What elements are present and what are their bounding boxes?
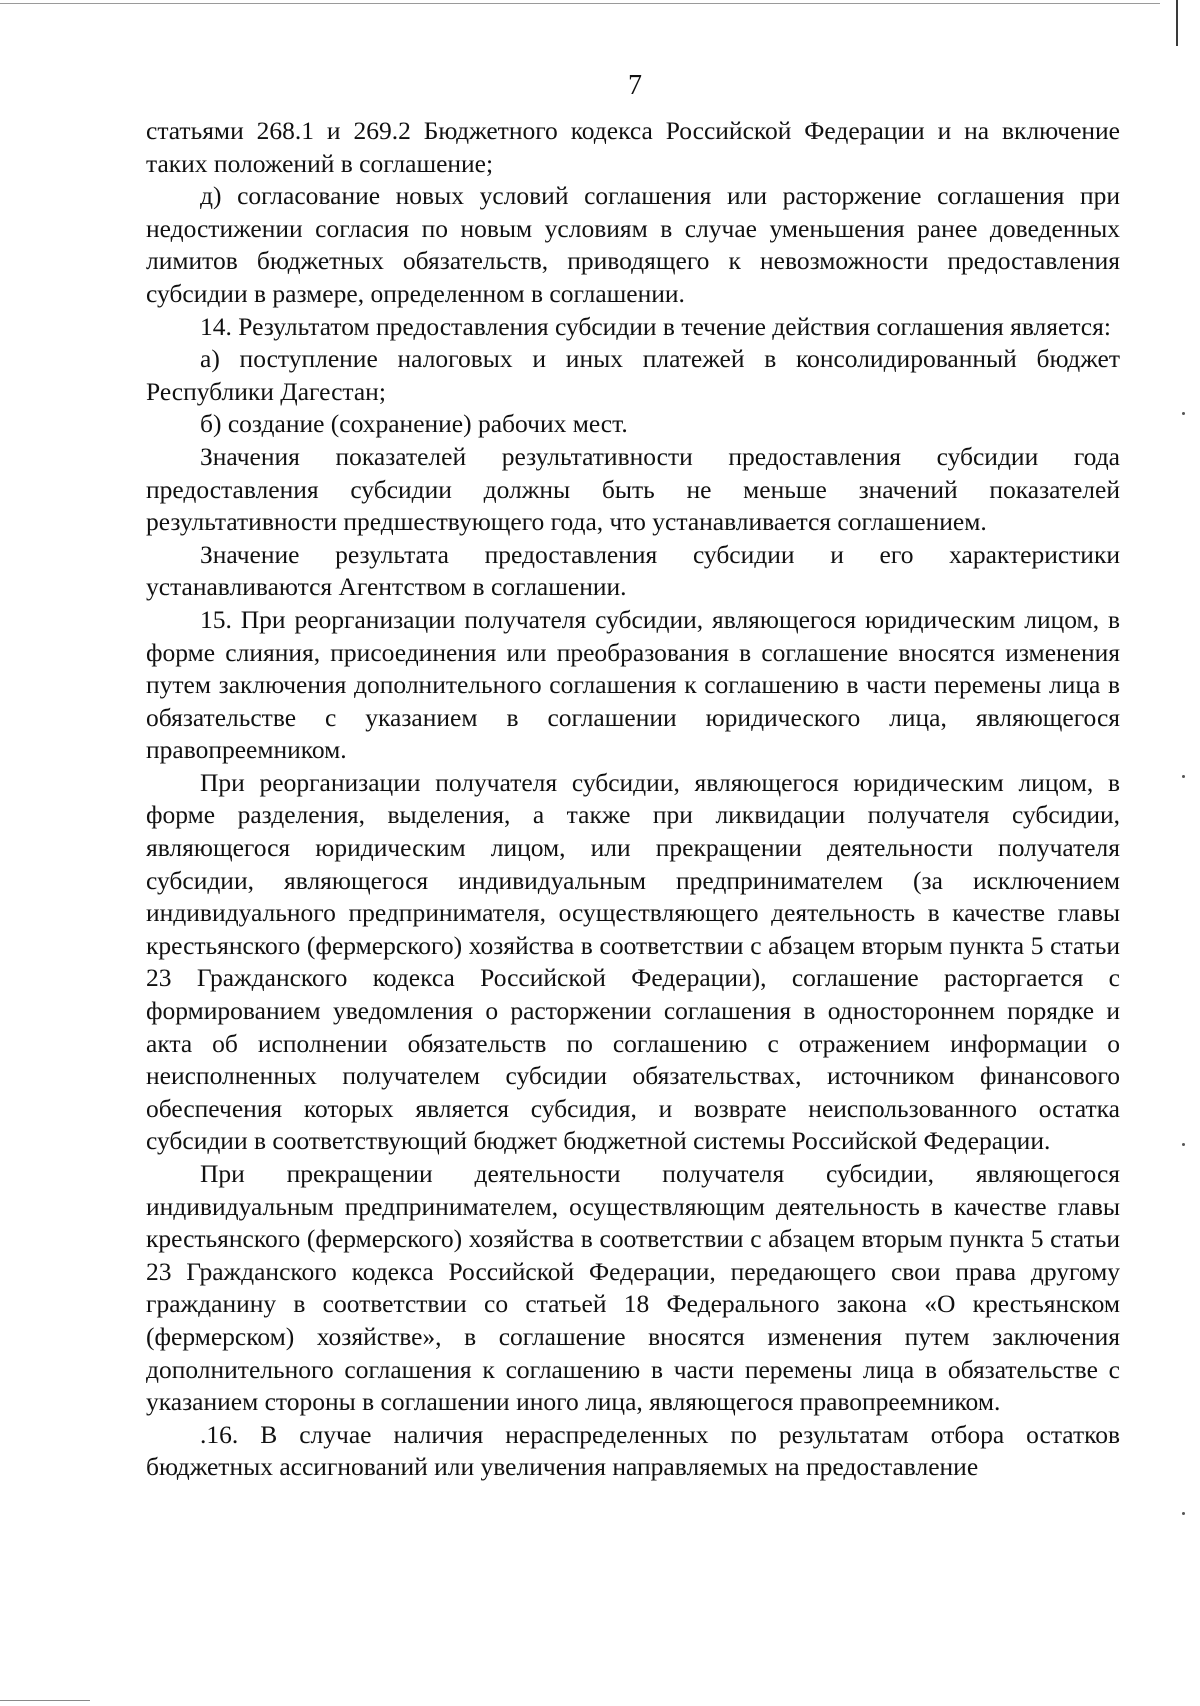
page-number: 7 [628,70,642,101]
paragraph-reorganization: При реорганизации получателя субсидии, являющегося юридическим лицом, в форме разделения, выделения, а также при ликвидации получателя субсидии, являющегося юридическим лицом, или прекращении деятельности получателя субсидии, являющегося индивидуальным предпринимателем (за исключением индивидуального предпринимателя, осуществляющего деятельность в качестве главы крестьянского (фермерского) хозяйства в соответствии с абзацем вторым пункта 5 статьи 23 Гражданского кодекса Российской Федерации), соглашение расторгается с формированием уведомления о расторжении соглашения в одностороннем порядке и акта об исполнении обязательств по соглашению с отражением информации о неисполненных получателем субсидии обязательствах, источником финансового обеспечения которых является субсидия, и возврате неиспользованного остатка субсидии в соответствующий бюджет бюджетной системы Российской Федерации. [146,767,1120,1156]
paragraph-clause-14: 14. Результатом предоставления субсидии в течение действия соглашения является: [200,311,1111,341]
scan-speck [1182,1512,1185,1515]
paragraph-continuation: статьями 268.1 и 269.2 Бюджетного кодекса Российской Федерации и на включение таких положений в соглашение; [146,116,1120,178]
scan-border-top [0,3,1160,4]
paragraph-indicators: Значения показателей результативности предоставления субсидии года предоставления субсидии должны быть не меньше значений показателей результативности предшествующего года, что устанавливается соглашением. [146,441,1120,537]
scan-speck [1182,1143,1185,1146]
scan-border-bottom [0,1700,90,1701]
paragraph-termination: При прекращении деятельности получателя субсидии, являющегося индивидуальным предпринимателем, осуществляющим деятельность в качестве главы крестьянского (фермерского) хозяйства в соответствии с абзацем вторым пункта 5 статьи 23 Гражданского кодекса Российской Федерации, передающего свои права другому гражданину в соответствии со статьей 18 Федерального закона «О крестьянском (фермерском) хозяйстве», в соглашение вносятся изменения путем заключения дополнительного соглашения к соглашению в части перемены лица в обязательстве с указанием стороны в соглашении иного лица, являющегося правопреемником. [146,1159,1120,1417]
scan-border-right [1176,0,1178,46]
scan-speck [1182,412,1185,415]
paragraph-clause-15: 15. При реорганизации получателя субсидии, являющегося юридическим лицом, в форме слияния, присоединения или преобразования в соглашение вносятся изменения путем заключения дополнительного соглашения к соглашению в части перемены лица в обязательстве с указанием в соглашении юридического лица, являющегося правопреемником. [146,604,1120,765]
paragraph-item-a: а) поступление налоговых и иных платежей в консолидированный бюджет Республики Дагестан; [146,344,1120,406]
document-body [146,115,1120,1484]
paragraph-clause-16: .16. В случае наличия нераспределенных по результатам отбора остатков бюджетных ассигнований или увеличения направляемых на предоставление [146,1419,1120,1482]
paragraph-item-b: б) создание (сохранение) рабочих мест. [200,409,628,439]
scan-speck [1182,775,1185,778]
paragraph-item-d: д) согласование новых условий соглашения или расторжение соглашения при недостижении согласия по новым условиям в случае уменьшения ранее доведенных лимитов бюджетных обязательств, приводящего к невозможности предоставления субсидии в размере, определенном в соглашении. [146,181,1120,308]
paragraph-result-value: Значение результата предоставления субсидии и его характеристики устанавливаются Агентством в соглашении. [146,539,1120,602]
